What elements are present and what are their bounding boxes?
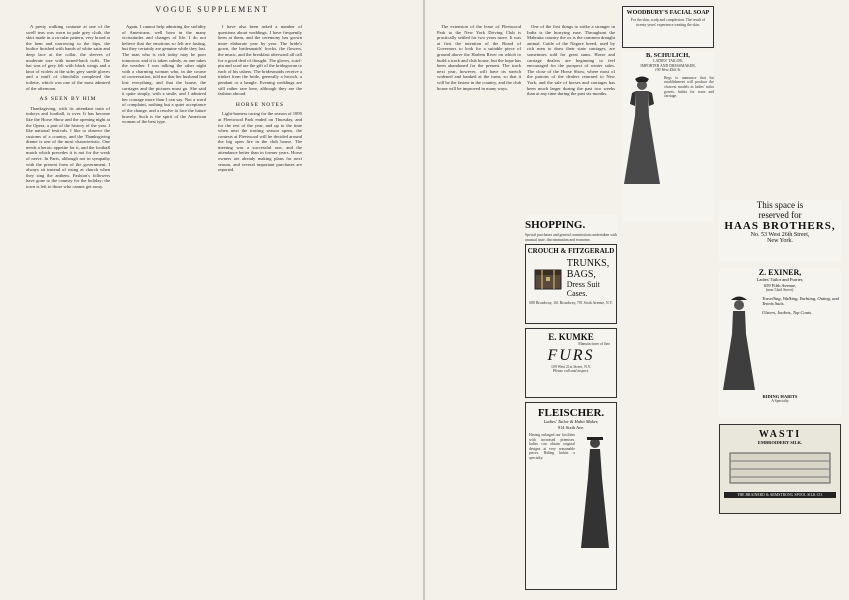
crouch-cases: Cases. [566,289,588,298]
schulich-ad [622,52,714,222]
schulich-address: 190 West 45th St. [654,68,682,73]
section-heading-as-seen-by-him: AS SEEN BY HIM [39,96,97,103]
right-column-1 [437,24,521,93]
fleischer-address: 914 Sixth Ave. [557,424,585,430]
walking-suit-figure-icon [719,296,759,392]
left-page [0,0,424,600]
fleischer-ad [525,402,617,590]
kumke-name: E. KUMKE [548,332,594,342]
fleischer-line: Ladies' Tailor & Habit Maker, [543,419,599,424]
kumke-address: 109 West 21st Street, N.Y. [551,364,591,369]
wasti-line: EMBROIDERY SILK. [757,440,803,445]
exiner-note: (near 52nd Street). [765,288,795,292]
trunk-icon [533,265,563,291]
exiner-ad [719,268,841,418]
spool-box-illustration-icon [725,449,835,487]
kumke-manufacturer: Manufacturer of fine [578,342,610,346]
haas-city: New York. [767,238,793,244]
running-head: VOGUE SUPPLEMENT [155,5,269,14]
haas-line2: reserved for [758,210,802,220]
kumke-furs: FURS [547,346,595,364]
paragraph: I have also been asked a number of questions about weddings. I have frequently been at them, and the ceremony has grown more elaborate year by year. The bride's gown, the bridesmaids' frocks, the flowers, the music, and the breakfast afterward all call for a good deal of thought. The gloves, scarf-pin and scarf are the gift of the bridegroom to each of his ushers. The bridesmaids receive a trinket from the bride, generally a brooch, a pendant or a bangle. Evening weddings are still rather rare here, although they are the fashion abroad. [218,24,302,97]
exiner-riding: RIDING HABITS [762,393,798,399]
paragraph: Again, I cannot help admiring the stolidity of Americans, well born in the many vicissitudes and changes of life. I do not believe that the emotions so felt are lasting, but they certainly are genuine while they last. The man who is rich today may be poor tomorrow and it is taken calmly, as one takes the weather. I was talking the other night with a charming woman who, in the course of conversation, told me that her husband had lost everything, and that the house, the carriages and the pictures must go. She said it quite simply, with a smile, and I admired her courage more than I can say. Not a word of complaint, nothing but a quiet acceptance of the change, and a resolve to face the future bravely. Such is the spirit of the American woman of the best type. [122,24,206,125]
crouch-trunks: TRUNKS, [566,258,610,269]
right-column-2 [527,24,615,234]
schulich-line: LADIES' TAILOR, [653,59,683,63]
kumke-furs-ad [525,328,617,398]
haas-line1: This space is [756,200,804,210]
section-heading-horse-notes: HORSE NOTES [235,101,285,108]
kumke-note: Please call and inspect. [552,369,590,374]
shopping-title: SHOPPING. [525,219,586,231]
crouch-name: CROUCH & FITZGERALD [527,247,615,255]
crouch-bags: BAGS, [566,269,596,280]
paragraph: A pretty walking costume at one of the swell teas was worn in pale grey cloth, the skirt made in a circular pattern, very broad at the hem and narrowing to the hips, the bodice finished with bands of white satin and deep lace at the collar, the sleeves of moderate size with turned-back cuffs. The hat was of grey felt with black wings and a knot of violets at the side; grey suede gloves and a muff of chinchilla completed the toilette, which was one of the most admired of the afternoon. [26,24,110,91]
exiner-items: Travelling, Walking, Yachting, Outing, and Tennis Suits. [762,295,839,307]
crouch-address: 688 Broadway, 161 Broadway, 701 Sixth Avenue, N.Y. [529,301,613,305]
paragraph: Light-harness racing for the season of 1895 at Fleetwood Park ended on Thursday, and for the rest of the year, and up to the time when next the trotting season opens, the contests at Fleetwood will be decided around the big open fire in the club house. The meeting was a successful one, and the attendance better than in former years. Horse owners are already making plans for next season, and several important purchases are reported. [218,111,302,173]
crouch-fitzgerald-ad [525,244,617,324]
haas-name: HAAS BROTHERS, [724,220,836,232]
exiner-items2: Ulsters, Jackets, Top Coats. [762,309,813,315]
exiner-specialty: A Specialty [771,399,789,404]
paragraph: Thanksgiving, with its attendant train of turkeys and football, is over. It has become like the Horse Show and the opening night at the Opera, a part of the history of the year. I like national festivals. I like to observe the customs of a country, and the Thanksgiving dinner is one of the most characteristic. One needs a heroic appetite for it, and the football match which precedes it is not for the weak of nerve. In Paris, although not in sympathy with the present form of the government, I always sit instead of rising at church when they sing the anthem. Fashion's followers have gone to the country for the holiday; the town is left to those who cannot get away. [26,105,110,190]
paragraph: The extension of the lease of Fleetwood Park to the New York Driving Club is practically settled for two years more. It was at first the intention of the Board of Governors to look for a suitable piece of ground above the Harlem River on which to build a track and club house, but the hope has been abandoned for the present. The track next year, however, will have its stretch widened and banked at the turns, so that it will be the fastest in the country, and the club house will be improved in many ways. [437,24,521,91]
shopping-text: Special purchases and general commissions undertaken with unusual taste, discrimination and economy. [525,233,617,241]
shopping-ad [525,215,617,241]
gown-figure-icon [622,76,662,186]
left-column-3 [218,24,302,175]
haas-brothers-ad [719,200,841,262]
schulich-line2: IMPORTER AND DRESSMAKER, [640,63,696,68]
woodbury-soap-ad [622,6,714,48]
schulich-name: B. SCHULICH, [646,52,690,59]
woodbury-text: For the skin, scalp and complexion. The result of twenty years' experience treating the skin. [630,18,706,27]
right-page [425,0,849,600]
wasti-maker: THE BRAINERD & ARMSTRONG SPOOL SILK CO. [724,492,836,498]
wasti-name: WASTI [758,429,802,440]
wasti-silk-ad [719,424,841,514]
exiner-name: Z. EXINER, [758,268,802,277]
left-column-1 [26,24,110,192]
exiner-address: 659 Fifth Avenue, [763,282,797,288]
exiner-line: Ladies' Tailor and Furrier, [756,277,804,282]
riding-habit-figure-icon [577,433,613,553]
paragraph: One of the first things to strike a stranger in India is the hurrying ease. Throughout the Mahratta country the ox is the common draught animal. Cattle of the Nagore breed, used by rich men to draw their state carriages, are sometimes sold for great sums. Horse and carriage dealers are beginning to feel encouraged for the prospect of winter sales. The close of the Horse Show, where most of the patrons of the dealers returned to New York, and the sale of horses and carriages has been much larger during the past two weeks than at any time during the past six months. [527,24,615,97]
haas-address: No. 53 West 26th Street, [750,232,810,238]
fleischer-name: FLEISCHER. [537,407,605,419]
schulich-text: Begs to announce that his establishment will produce the choicest models in ladies' tailor gowns, habits for town and carriage. [664,75,714,99]
woodbury-name: WOODBURY'S FACIAL SOAP [626,10,710,16]
crouch-dress-suit: Dress Suit [566,280,600,289]
fleischer-text: Having enlarged our facilities with increased premises, ladies can obtain original designs at very reasonable prices. Riding habits a specialty. [529,433,575,460]
left-column-2 [122,24,206,127]
